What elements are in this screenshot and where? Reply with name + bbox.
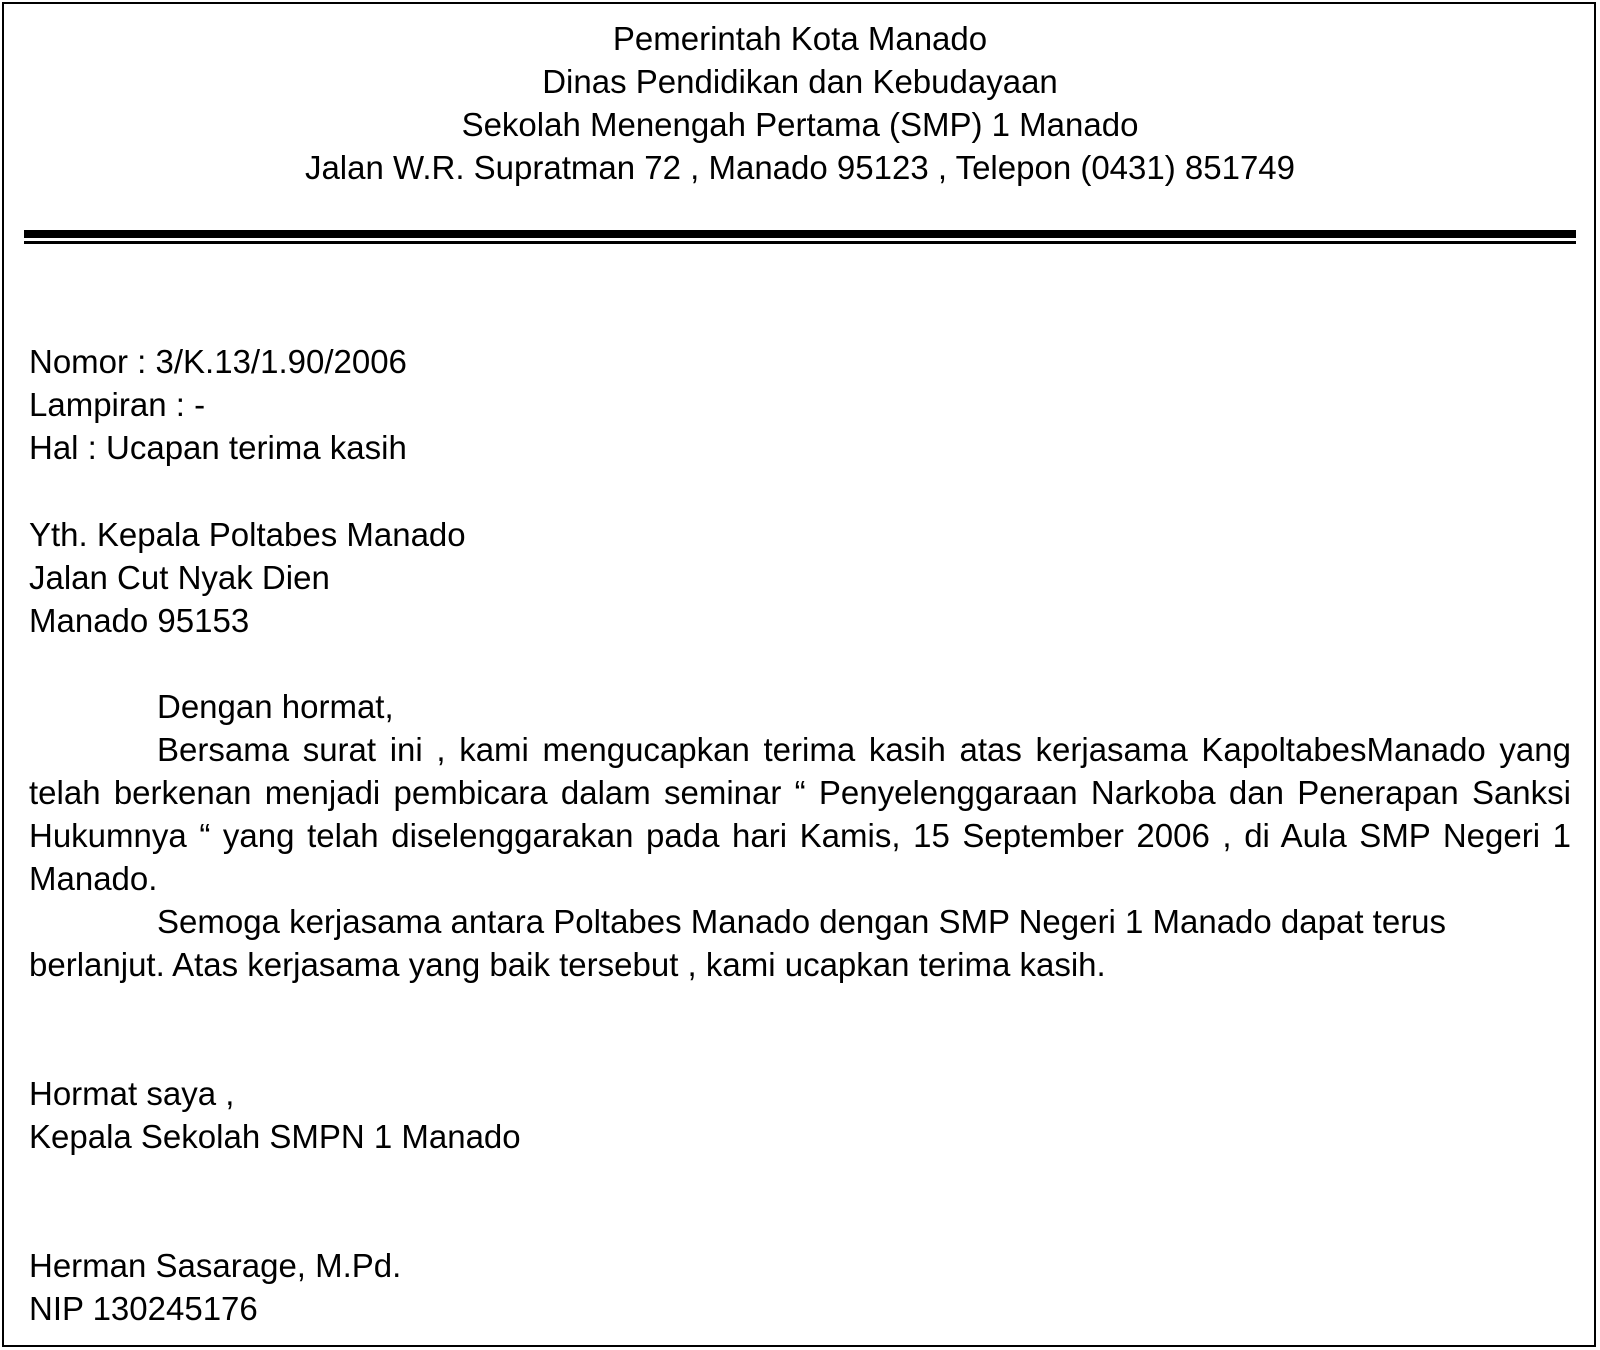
recipient-title: Yth. Kepala Poltabes Manado	[29, 516, 466, 553]
closing	[29, 1072, 521, 1158]
signer-nip: NIP 130245176	[29, 1290, 258, 1327]
letter-subject: Hal : Ucapan terima kasih	[29, 429, 407, 466]
signer-position: Kepala Sekolah SMPN 1 Manado	[29, 1118, 521, 1155]
letterhead-address: Jalan W.R. Supratman 72 , Manado 95123 , Telepon (0431) 851749	[304, 149, 1296, 186]
letter-number: Nomor : 3/K.13/1.90/2006	[29, 343, 407, 380]
salutation: Dengan hormat,	[157, 688, 394, 725]
letter-body	[29, 685, 1571, 986]
letterhead-department: Dinas Pendidikan dan Kebudayaan	[542, 63, 1058, 100]
letterhead-divider-thin	[24, 241, 1576, 244]
signer-name: Herman Sasarage, M.Pd.	[29, 1247, 402, 1284]
recipient-street: Jalan Cut Nyak Dien	[29, 559, 330, 596]
letterhead-government: Pemerintah Kota Manado	[612, 20, 988, 57]
letterhead	[0, 17, 1600, 189]
body-paragraph-1: Bersama surat ini , kami mengucapkan terima kasih atas kerjasama KapoltabesManado yang telah berkenan menjadi pembicara dalam seminar “ Penyelenggaraan Narkoba dan Penerapan Sanksi Hukumnya “ yang telah diselenggarakan pada hari Kamis, 15 September 2006 , di Aula SMP Negeri 1 Manado.	[29, 731, 1571, 897]
recipient-address	[29, 513, 466, 642]
recipient-city: Manado 95153	[29, 602, 250, 639]
signature-block	[29, 1244, 401, 1330]
letterhead-school: Sekolah Menengah Pertama (SMP) 1 Manado	[461, 106, 1139, 143]
letterhead-divider-thick	[24, 230, 1576, 238]
letter-attachment: Lampiran : -	[29, 386, 206, 423]
body-paragraph-2: Semoga kerjasama antara Poltabes Manado dengan SMP Negeri 1 Manado dapat terus berlanjut. Atas kerjasama yang baik tersebut , kami ucapkan terima kasih.	[29, 903, 1447, 983]
letter-meta	[29, 340, 407, 469]
closing-phrase: Hormat saya ,	[29, 1075, 235, 1112]
